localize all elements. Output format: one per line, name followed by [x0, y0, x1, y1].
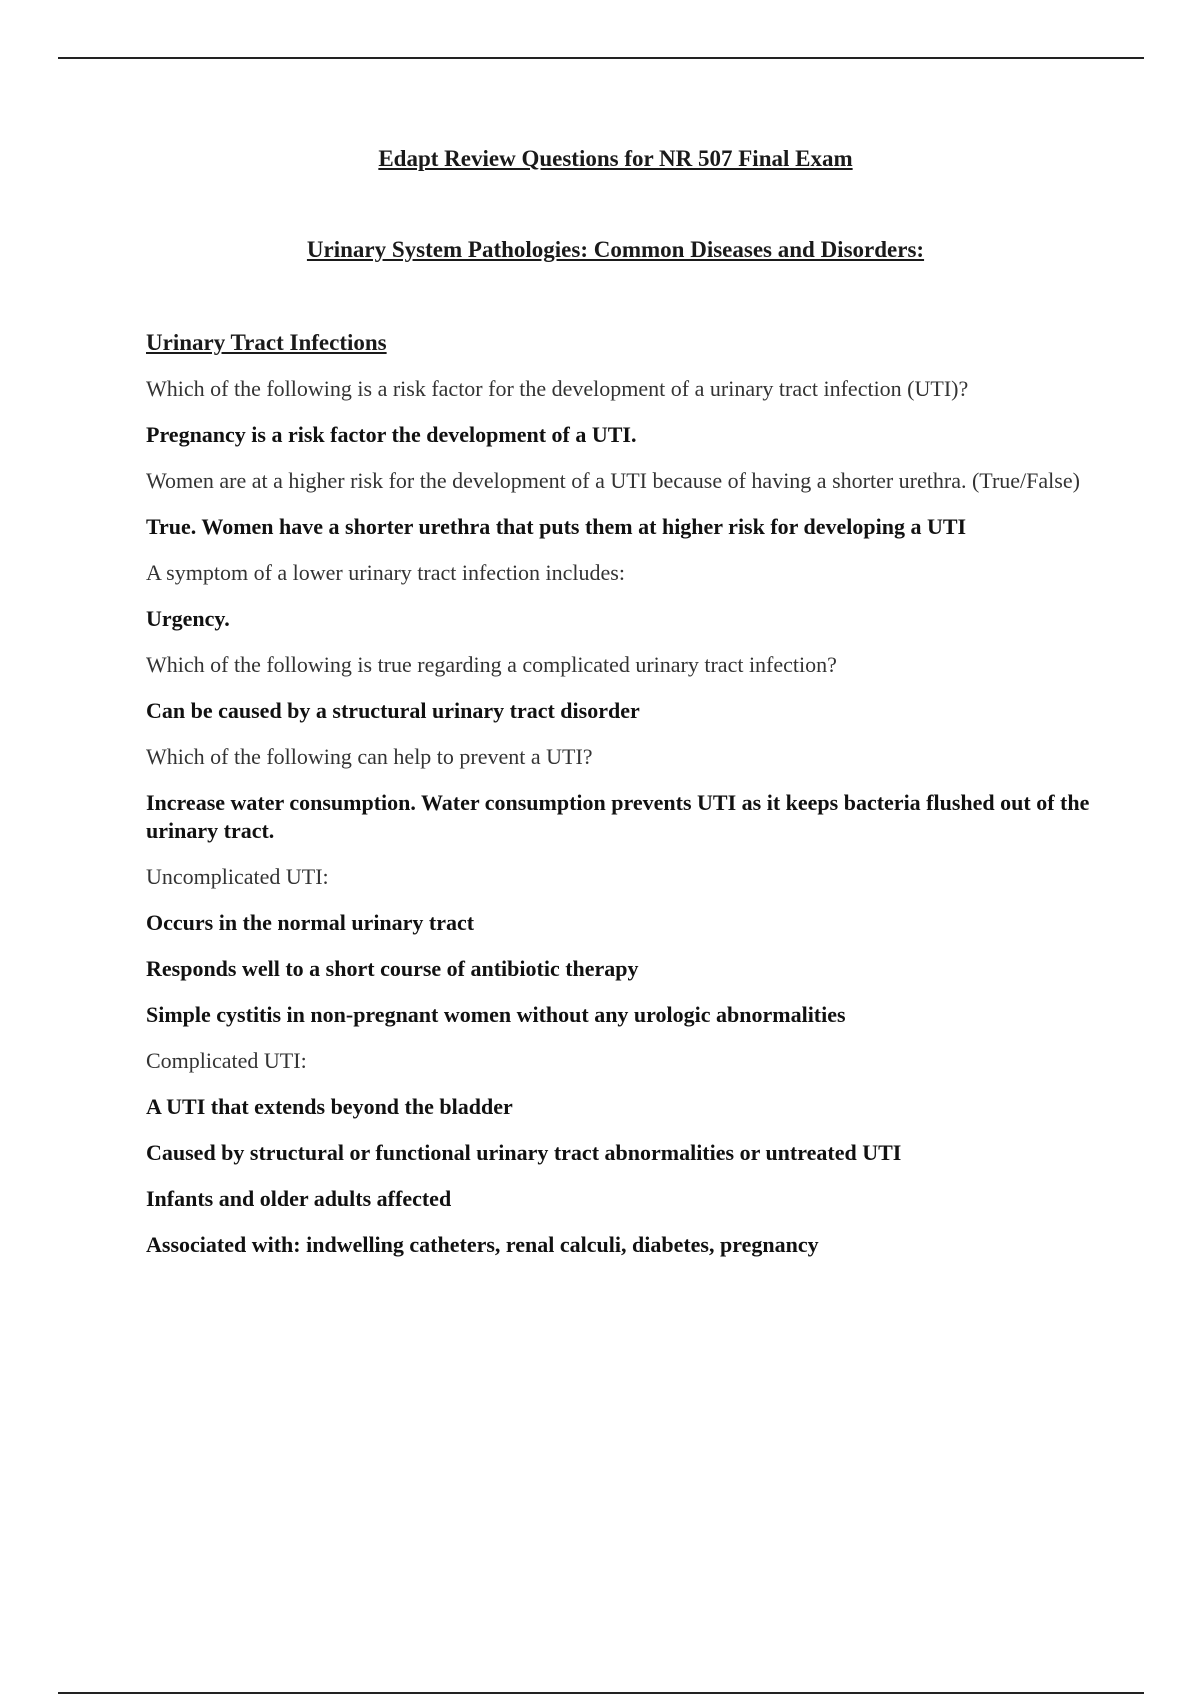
section-title: Urinary System Pathologies: Common Diseases and Disorders: [306, 237, 925, 262]
answer-text: Responds well to a short course of antibiotic therapy [146, 956, 639, 981]
answer-text: Caused by structural or functional urinary tract abnormalities or untreated UTI [146, 1140, 902, 1165]
question-text: Which of the following is a risk factor for the development of a urinary tract infection (UTI)? [146, 376, 969, 401]
question-text: A symptom of a lower urinary tract infection includes: [146, 560, 625, 585]
answer-text: Pregnancy is a risk factor the development of a UTI. [146, 422, 637, 447]
answer-text: Urgency. [146, 606, 230, 631]
answer-text: Simple cystitis in non-pregnant women without any urologic abnormalities [146, 1002, 846, 1027]
answer-text: A UTI that extends beyond the bladder [146, 1094, 513, 1119]
answer-text: Associated with: indwelling catheters, renal calculi, diabetes, pregnancy [146, 1232, 819, 1257]
question-text: Which of the following is true regarding a complicated urinary tract infection? [146, 652, 837, 677]
question-text: Uncomplicated UTI: [146, 864, 329, 889]
document-title: Edapt Review Questions for NR 507 Final Exam [378, 146, 853, 171]
answer-text: True. Women have a shorter urethra that puts them at higher risk for developing a UTI [146, 514, 967, 539]
answer-text: Infants and older adults affected [146, 1186, 452, 1211]
document-body [146, 329, 1096, 1277]
footer-rule [58, 1692, 1144, 1694]
header-rule [58, 57, 1144, 59]
question-text: Women are at a higher risk for the development of a UTI because of having a shorter urethra. (True/False) [146, 468, 1080, 493]
answer-text: Increase water consumption. Water consumption prevents UTI as it keeps bacteria flushed out of the urinary tract. [146, 790, 1090, 843]
question-answer-list [146, 375, 1096, 1259]
answer-text: Occurs in the normal urinary tract [146, 910, 475, 935]
subsection-heading: Urinary Tract Infections [146, 330, 387, 355]
question-text: Which of the following can help to prevent a UTI? [146, 744, 593, 769]
question-text: Complicated UTI: [146, 1048, 307, 1073]
answer-text: Can be caused by a structural urinary tract disorder [146, 698, 640, 723]
